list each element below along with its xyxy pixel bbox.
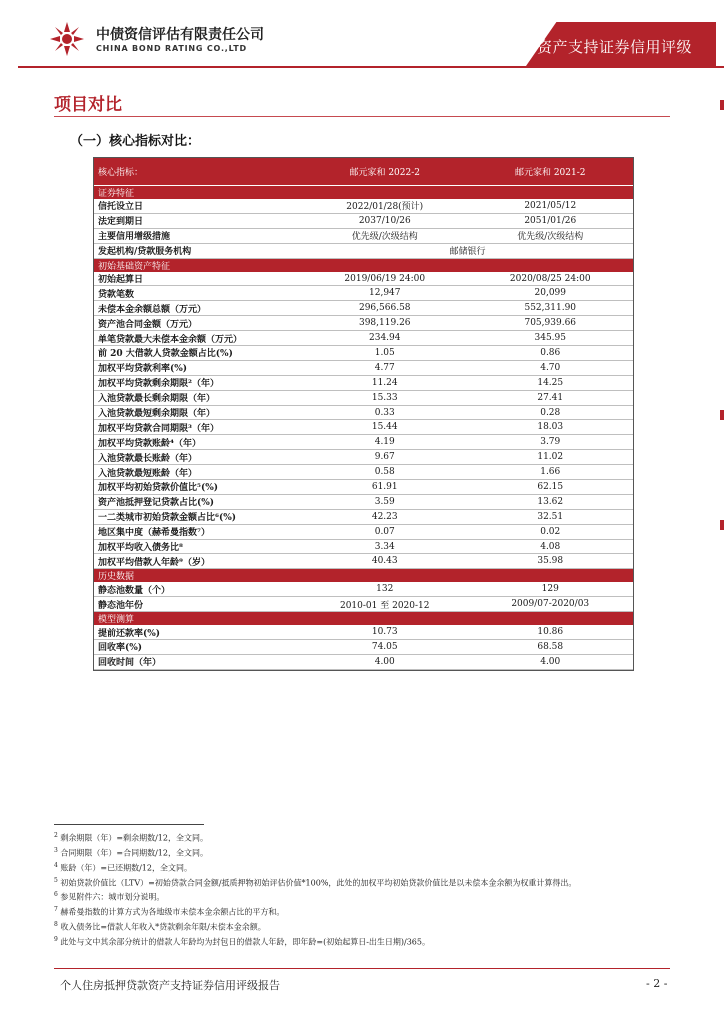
table-header-row [94,158,633,186]
table-cell: 贷款笔数 [94,286,302,301]
table-cell: 20,099 [468,286,634,301]
table-row [94,272,633,286]
table-row [94,331,633,346]
footnote [54,875,674,890]
table-cell: 0.28 [468,405,634,420]
table-section-row [94,186,633,200]
table-row [94,228,633,243]
footnote-text: 初始贷款价值比（LTV）=初始贷款合同金额/抵质押物初始评估价值*100%，此处的加权平均初始贷款价值比是以未偿本金余额为权重计算得出。 [60,878,577,888]
table-row [94,213,633,228]
table-row [94,286,633,301]
table-cell: 10.73 [302,625,468,639]
table-cell: 静态池数量（个） [94,582,302,596]
table-row [94,654,633,669]
table-cell: 优先级/次级结构 [302,228,468,243]
footnote-text: 赫希曼指数的计算方式为各地级市未偿本金余额占比的平方和。 [60,907,285,917]
table-cell: 15.33 [302,390,468,405]
table-cell: 14.25 [468,375,634,390]
company-name-cn: 中债资信评估有限责任公司 [96,27,264,43]
table-cell: 0.58 [302,465,468,480]
table-cell: 32.51 [468,509,634,524]
table-cell: 发起机构/贷款服务机构 [94,243,302,258]
footnote-text: 收入债务比=借款人年收入*贷款剩余年限/未偿本金余额。 [60,922,266,932]
table-section-row [94,258,633,272]
table-cell: 4.77 [302,360,468,375]
table-cell: 资产池抵押登记贷款占比(%) [94,494,302,509]
table-cell: 单笔贷款最大未偿本金余额（万元） [94,331,302,346]
table-cell: 1.05 [302,346,468,361]
table-row [94,524,633,539]
table-cell: 资产池合同金额（万元） [94,316,302,331]
footnote-number: 2 [54,832,58,839]
table-cell: 296,566.58 [302,301,468,316]
sub-title: （一）核心指标对比： [70,134,201,149]
table-cell: 2009/07-2020/03 [468,597,634,612]
table-cell: 初始起算日 [94,272,302,286]
table-row [94,405,633,420]
footnote-number: 9 [54,936,58,944]
table-cell: 加权平均收入债务比⁸ [94,539,302,554]
table-cell: 129 [468,582,634,596]
table-cell: 加权平均初始贷款价值比⁵(%) [94,480,302,495]
table-cell: 3.79 [468,435,634,450]
table-section-title: 模型测算 [94,612,633,626]
table-cell: 前 20 大借款人贷款金额占比(%) [94,346,302,361]
table-cell: 10.86 [468,625,634,639]
table-row [94,494,633,509]
table-cell-merged: 邮储银行 [302,243,633,258]
table-cell: 入池贷款最短剩余期限（年） [94,405,302,420]
table-cell: 入池贷款最长账龄（年） [94,450,302,465]
table-cell: 加权平均贷款剩余期限²（年） [94,375,302,390]
table-row [94,554,633,569]
table-cell: 2019/06/19 24:00 [302,272,468,286]
table-cell: 0.86 [468,346,634,361]
footnote-number: 8 [54,921,58,929]
table-cell: 0.33 [302,405,468,420]
table-row [94,375,633,390]
footnote [54,889,674,904]
company-name-en: CHINA BOND RATING CO.,LTD [96,44,247,53]
section-title: 项目对比 [54,95,122,115]
table-cell: 2010-01 至 2020-12 [302,597,468,612]
table-cell: 2022/01/28(预计) [302,199,468,213]
table-row [94,199,633,213]
table-row [94,539,633,554]
footnotes [54,830,674,949]
table-cell: 42.23 [302,509,468,524]
section-divider [54,116,670,117]
table-cell: 4.08 [468,539,634,554]
footnote-text: 合同期限（年）=合同期数/12，全文同。 [60,848,208,858]
table-cell: 3.59 [302,494,468,509]
table-section-title: 历史数据 [94,569,633,583]
footnote [54,860,674,875]
table-cell: 入池贷款最长剩余期限（年） [94,390,302,405]
table-cell: 4.70 [468,360,634,375]
table-cell: 主要信用增级措施 [94,228,302,243]
table-row [94,243,633,258]
table-cell: 398,119.26 [302,316,468,331]
table-row [94,480,633,495]
table-row [94,465,633,480]
table-cell: 3.34 [302,539,468,554]
table-row [94,582,633,596]
footnote-number: 3 [54,846,58,854]
table-cell: 11.24 [302,375,468,390]
table-row [94,435,633,450]
comparison-table [93,157,634,671]
table-row [94,346,633,361]
table-cell: 132 [302,582,468,596]
table-cell: 0.02 [468,524,634,539]
table-cell: 2051/01/26 [468,213,634,228]
company-logo-icon [50,22,84,56]
page-number: - 2 - [646,977,668,990]
table-cell: 40.43 [302,554,468,569]
table-row [94,390,633,405]
table-cell: 加权平均贷款账龄⁴（年） [94,435,302,450]
table-cell: 345.95 [468,331,634,346]
table-cell: 法定到期日 [94,213,302,228]
table-cell: 4.00 [468,654,634,669]
table-cell: 2020/08/25 24:00 [468,272,634,286]
edge-mark [720,520,724,530]
table-cell: 61.91 [302,480,468,495]
footnote-text: 剩余期限（年）=剩余期数/12，全文同。 [60,833,208,843]
table-header-cell: 核心指标： [94,158,302,186]
footer-title: 个人住房抵押贷款资产支持证券信用评级报告 [60,979,280,992]
table-cell: 一二类城市初始贷款金额占比⁶(%) [94,509,302,524]
table-section-row [94,569,633,583]
table-header-cell: 邮元家和 2022-2 [302,158,468,186]
table-cell: 未偿本金余额总额（万元） [94,301,302,316]
footnote-number: 4 [54,861,58,869]
table-cell: 0.07 [302,524,468,539]
footnote [54,934,674,949]
table-cell: 回收时间（年） [94,654,302,669]
table-cell: 1.66 [468,465,634,480]
table-row [94,625,633,639]
table-cell: 15.44 [302,420,468,435]
footnote [54,904,674,919]
table-section-row [94,612,633,626]
table-cell: 2037/10/26 [302,213,468,228]
table-row [94,420,633,435]
table-cell: 234.94 [302,331,468,346]
table-cell: 提前还款率(%) [94,625,302,639]
table-section-title: 初始基础资产特征 [94,258,633,272]
footnote-text: 账龄（年）=已还期数/12，全文同。 [60,863,192,873]
table-cell: 11.02 [468,450,634,465]
table-row [94,640,633,655]
table-cell: 加权平均借款人年龄⁹（岁） [94,554,302,569]
table-cell: 地区集中度（赫希曼指数⁷） [94,524,302,539]
footnote-text: 此处与文中其余部分统计的借款人年龄均为封包日的借款人年龄，即年龄=(初始起算日-出生日期)/365。 [60,937,430,947]
table-cell: 552,311.90 [468,301,634,316]
table-cell: 13.62 [468,494,634,509]
edge-mark [720,100,724,110]
footnote-number: 5 [54,876,58,884]
footnote-number: 6 [54,891,58,899]
table-cell: 优先级/次级结构 [468,228,634,243]
table-cell: 9.67 [302,450,468,465]
table-cell: 加权平均贷款合同期限³（年） [94,420,302,435]
table-cell: 18.03 [468,420,634,435]
edge-mark [720,410,724,420]
table-cell: 加权平均贷款利率(%) [94,360,302,375]
footnote-text: 参见附件六：城市划分说明。 [60,893,165,903]
footnote-number: 7 [54,906,58,914]
header-divider [18,66,724,68]
table-section-title: 证券特征 [94,186,633,200]
footnote-divider [54,824,204,825]
table-cell: 2021/05/12 [468,199,634,213]
footnote [54,845,674,860]
table-row [94,450,633,465]
table-header-cell: 邮元家和 2021-2 [468,158,634,186]
table-cell: 静态池年份 [94,597,302,612]
table-cell: 4.19 [302,435,468,450]
table-cell: 705,939.66 [468,316,634,331]
table-cell: 12,947 [302,286,468,301]
table-cell: 4.00 [302,654,468,669]
table-cell: 35.98 [468,554,634,569]
table-row [94,316,633,331]
table-cell: 68.58 [468,640,634,655]
table-cell: 27.41 [468,390,634,405]
table-cell: 62.15 [468,480,634,495]
table-row [94,301,633,316]
footer-divider [54,968,670,969]
table-cell: 回收率(%) [94,640,302,655]
table-row [94,360,633,375]
table-cell: 信托设立日 [94,199,302,213]
table-row [94,509,633,524]
footnote [54,919,674,934]
table-row [94,597,633,612]
table-cell: 74.05 [302,640,468,655]
page-header [0,0,724,70]
table-cell: 入池贷款最短账龄（年） [94,465,302,480]
footnote [54,830,674,845]
report-type: 资产支持证券信用评级 [536,38,692,56]
